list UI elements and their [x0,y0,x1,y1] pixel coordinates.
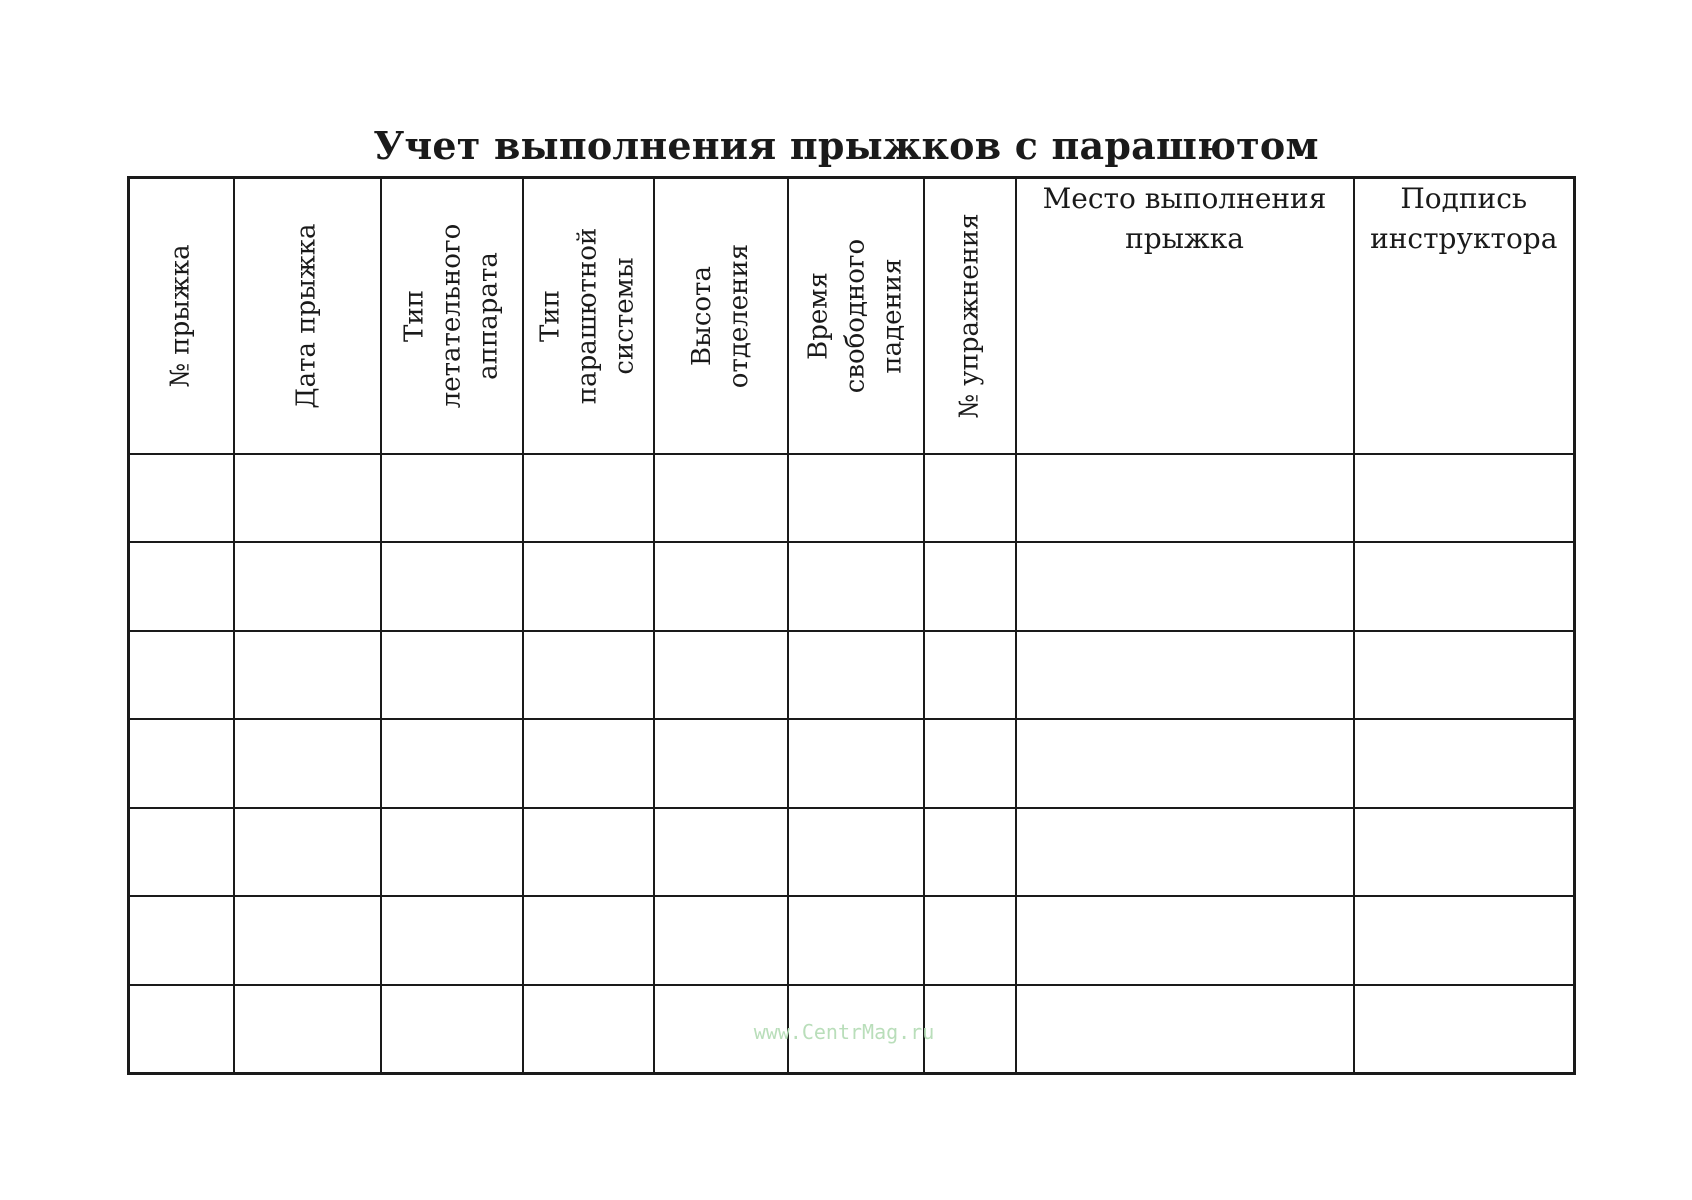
table-cell[interactable] [924,719,1016,808]
table-cell[interactable] [381,896,523,985]
column-header-line: системы [609,257,640,375]
table-cell[interactable] [523,631,654,720]
column-header-label [684,191,758,441]
table-cell[interactable] [924,631,1016,720]
table-cell[interactable] [129,631,234,720]
table-cell[interactable] [1016,808,1354,897]
column-header-line: инструктора [1370,222,1558,255]
table-cell[interactable] [1354,454,1575,543]
table-cell[interactable] [523,454,654,543]
column-header-label [1370,179,1557,259]
table-cell[interactable] [234,631,381,720]
header-parachute-system-type [523,178,654,454]
column-header-line: № упражнения [954,213,984,419]
column-header-line: Время [803,271,833,360]
column-header-line: прыжка [1125,222,1244,255]
column-header-label [533,191,644,441]
table-cell[interactable] [654,542,788,631]
table-cell[interactable] [381,808,523,897]
column-header-label [289,191,326,441]
column-header-line: Подпись [1400,182,1528,215]
column-header-line: аппарата [473,251,503,380]
table-cell[interactable] [129,454,234,543]
header-jump-location [1016,178,1354,454]
table-cell[interactable] [1016,631,1354,720]
table-cell[interactable] [381,454,523,543]
watermark: www.CentrMag.ru [753,1020,935,1044]
table-cell[interactable] [924,896,1016,985]
table-cell[interactable] [1016,719,1354,808]
table-cell[interactable] [788,631,924,720]
column-header-line: Высота [686,265,717,366]
table-cell[interactable] [381,542,523,631]
table-row [129,719,1575,808]
table-cell[interactable] [129,808,234,897]
header-exit-altitude [654,178,788,454]
table-cell[interactable] [129,896,234,985]
table-row [129,896,1575,985]
column-header-line: № прыжка [165,244,196,388]
column-header-label [800,191,911,441]
table-cell[interactable] [788,454,924,543]
table-cell[interactable] [523,542,654,631]
table-cell[interactable] [129,719,234,808]
column-header-line: Дата прыжка [291,223,322,409]
table-cell[interactable] [1354,896,1575,985]
table-cell[interactable] [1016,896,1354,985]
table-cell[interactable] [924,454,1016,543]
table-cell[interactable] [1354,542,1575,631]
table-cell[interactable] [523,719,654,808]
table-cell[interactable] [523,896,654,985]
table-cell[interactable] [1354,631,1575,720]
table-cell[interactable] [523,808,654,897]
table-cell[interactable] [1016,542,1354,631]
table-cell[interactable] [788,808,924,897]
table-cell[interactable] [234,896,381,985]
jump-log-table [127,176,1576,1075]
table-row [129,631,1575,720]
table-cell[interactable] [381,719,523,808]
table-cell[interactable] [381,631,523,720]
table-cell[interactable] [234,808,381,897]
table-cell[interactable] [654,719,788,808]
column-header-line: свободного [840,238,870,393]
table-cell[interactable] [788,896,924,985]
table-cell[interactable] [788,719,924,808]
column-header-line: падения [877,258,907,374]
column-header-label [951,191,988,441]
header-jump-number [129,178,234,454]
header-exercise-number [924,178,1016,454]
table-cell[interactable] [788,542,924,631]
table-cell[interactable] [234,719,381,808]
table-cell[interactable] [654,896,788,985]
table-cell[interactable] [654,808,788,897]
page-title: Учет выполнения прыжков с парашютом [373,123,1319,168]
table-cell[interactable] [924,808,1016,897]
table-cell[interactable] [234,542,381,631]
column-header-line: летательного [436,223,466,408]
table-body [129,454,1575,1074]
header-row [129,178,1575,454]
column-header-line: Тип [535,289,566,342]
table-cell[interactable] [234,454,381,543]
column-header-label [396,191,507,441]
header-aircraft-type [381,178,523,454]
header-jump-date [234,178,381,454]
table-cell[interactable] [924,542,1016,631]
header-freefall-time [788,178,924,454]
table-row [129,454,1575,543]
table-row [129,542,1575,631]
table-cell[interactable] [654,454,788,543]
column-header-line: отделения [723,243,754,388]
table-cell[interactable] [654,631,788,720]
table-row [129,808,1575,897]
table-cell[interactable] [1354,719,1575,808]
column-header-label [1043,179,1327,259]
column-header-line: Тип [399,289,429,342]
column-header-line: парашютной [572,227,603,404]
column-header-label [163,191,200,441]
table-cell[interactable] [1016,454,1354,543]
table-cell[interactable] [1354,808,1575,897]
column-header-line: Место выполнения [1042,182,1327,215]
table-cell[interactable] [129,542,234,631]
header-instructor-signature [1354,178,1575,454]
